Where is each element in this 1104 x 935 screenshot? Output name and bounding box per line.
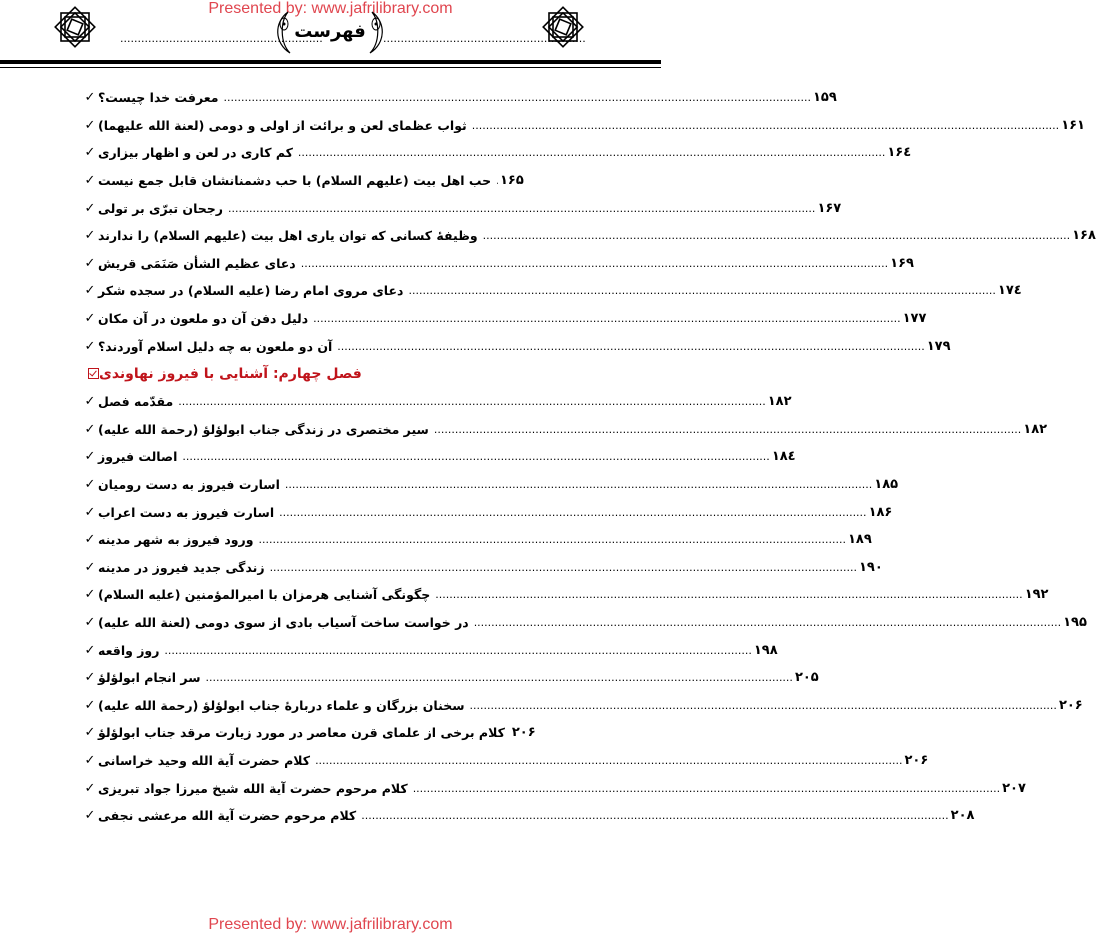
toc-entry-title: ثواب عظمای لعن و برائت از اولی و دومی (لعنة الله علیهما) bbox=[98, 117, 467, 133]
header-rule-thick bbox=[0, 60, 661, 64]
toc-entry[interactable] bbox=[82, 388, 792, 416]
check-icon: ✓ bbox=[84, 808, 96, 824]
toc-entry-title: اصالت فیروز bbox=[98, 449, 178, 465]
toc-entry-title: در خواست ساخت آسیاب بادی از سوی دومی (لعنة الله علیه) bbox=[98, 614, 469, 630]
dot-leader bbox=[285, 478, 872, 491]
toc-entry[interactable] bbox=[82, 774, 1026, 802]
dot-leader bbox=[313, 312, 900, 325]
checkbox-checked-icon bbox=[88, 368, 99, 379]
header-rule-thin bbox=[0, 67, 661, 68]
toc-entry-title: حب اهل بیت (علیهم السلام) با حب دشمنانشان قابل جمع نیست bbox=[98, 173, 492, 189]
dot-leader bbox=[413, 782, 1000, 795]
check-icon: ✓ bbox=[84, 697, 96, 713]
toc-entry-title: رجحان تبرّی بر تولی bbox=[98, 200, 223, 216]
toc-entry[interactable] bbox=[82, 719, 536, 747]
toc-entry-page: ۲۰۵ bbox=[794, 670, 819, 686]
toc-group-1 bbox=[82, 84, 1096, 360]
check-icon: ✓ bbox=[84, 725, 96, 741]
dot-leader bbox=[361, 809, 948, 822]
check-icon: ✓ bbox=[84, 642, 96, 658]
check-icon: ✓ bbox=[84, 670, 96, 686]
check-icon: ✓ bbox=[84, 145, 96, 161]
check-icon: ✓ bbox=[84, 200, 96, 216]
dot-leader bbox=[472, 119, 1059, 132]
toc-entry[interactable] bbox=[82, 554, 883, 582]
check-icon: ✓ bbox=[84, 394, 96, 410]
toc-entry-title: کلام مرحوم حضرت آیة الله مرعشی نجفی bbox=[98, 808, 357, 824]
dot-leader bbox=[182, 450, 769, 463]
toc-entry-page: ۲۰۶ bbox=[904, 752, 929, 768]
dot-leader bbox=[298, 146, 885, 159]
toc-entry-page: ۲۰۶ bbox=[511, 725, 536, 741]
islamic-star-ornament-icon bbox=[53, 5, 97, 49]
toc-entry-title: چگونگی آشنایی هرمزان با امیرالمؤمنین (علیه السلام) bbox=[98, 587, 431, 603]
toc-entry[interactable] bbox=[82, 581, 1049, 609]
dot-leader bbox=[434, 423, 1021, 436]
toc-entry-page: ۱۶٤ bbox=[887, 145, 912, 161]
chapter-title: فصل چهارم: آشنایی با فیروز نهاوندی bbox=[99, 365, 362, 382]
toc-entry-page: ۱۶۵ bbox=[500, 173, 524, 189]
toc-entry[interactable] bbox=[82, 250, 914, 278]
toc-entry-page: ۱۸۶ bbox=[868, 504, 893, 520]
toc-entry-title: اسارت فیروز به دست اعراب bbox=[98, 504, 275, 520]
check-icon: ✓ bbox=[84, 228, 96, 244]
check-icon: ✓ bbox=[84, 338, 96, 354]
dot-leader bbox=[178, 395, 765, 408]
toc-entry[interactable] bbox=[82, 277, 1022, 305]
toc-entry-page: ۱۹۵ bbox=[1063, 614, 1087, 630]
dot-leader bbox=[279, 506, 866, 519]
dot-leader bbox=[315, 754, 902, 767]
check-icon: ✓ bbox=[84, 311, 96, 327]
dot-leader bbox=[224, 91, 811, 104]
toc-entry-page: ۱۹۸ bbox=[753, 642, 778, 658]
dot-leader bbox=[228, 202, 815, 215]
check-icon: ✓ bbox=[84, 117, 96, 133]
check-icon: ✓ bbox=[84, 752, 96, 768]
dot-leader bbox=[337, 340, 924, 353]
toc-entry-title: مقدّمه فصل bbox=[98, 394, 174, 410]
chapter-heading[interactable] bbox=[82, 360, 532, 388]
toc-entry-title: کم کاری در لعن و اظهار بیزاری bbox=[98, 145, 293, 161]
toc-entry[interactable] bbox=[82, 416, 1048, 444]
toc-entry-page: ۲۰۶ bbox=[1058, 697, 1083, 713]
toc-entry[interactable] bbox=[82, 691, 1083, 719]
toc-entry-page: ۱۸۲ bbox=[767, 394, 792, 410]
dot-leader bbox=[270, 561, 857, 574]
toc-entry[interactable] bbox=[82, 636, 778, 664]
toc-entry[interactable] bbox=[82, 664, 819, 692]
toc-entry[interactable] bbox=[82, 167, 532, 195]
toc-entry[interactable] bbox=[82, 609, 1087, 637]
watermark-top: Presented by: www.jafrilibrary.com bbox=[208, 0, 453, 17]
toc-entry-page: ۱۷۷ bbox=[902, 311, 927, 327]
toc-entry[interactable] bbox=[82, 802, 975, 830]
toc-entry[interactable] bbox=[82, 222, 1096, 250]
toc-entry-page: ۱۶۱ bbox=[1061, 117, 1085, 133]
dot-leader bbox=[483, 229, 1070, 242]
check-icon: ✓ bbox=[84, 173, 96, 189]
check-icon: ✓ bbox=[84, 90, 96, 106]
toc-entry-page: ۲۰۸ bbox=[950, 808, 975, 824]
check-icon: ✓ bbox=[84, 255, 96, 271]
watermark-bottom: Presented by: www.jafrilibrary.com bbox=[208, 916, 453, 933]
toc-entry-page: ۱۸٤ bbox=[771, 449, 796, 465]
toc-entry-title: سر انجام ابولؤلؤ bbox=[98, 670, 201, 686]
check-icon: ✓ bbox=[84, 559, 96, 575]
toc-entry-page: ۱۷۹ bbox=[926, 338, 951, 354]
toc-entry-page: ۱۹۰ bbox=[859, 559, 883, 575]
toc-entry-page: ۱۵۹ bbox=[812, 90, 837, 106]
check-icon: ✓ bbox=[84, 421, 96, 437]
toc-entry-page: ۱۶۹ bbox=[890, 255, 914, 271]
toc-entry[interactable] bbox=[82, 139, 912, 167]
toc-entry-title: دعای عظیم الشأن صَنَمَی قریش bbox=[98, 255, 296, 271]
table-of-contents bbox=[82, 84, 1096, 829]
toc-entry-page: ۱۹۲ bbox=[1024, 587, 1049, 603]
dot-leader bbox=[259, 533, 846, 546]
dot-leader bbox=[496, 174, 498, 187]
toc-entry-title: کلام حضرت آیة الله وحید خراسانی bbox=[98, 752, 311, 768]
check-icon: ✓ bbox=[84, 532, 96, 548]
toc-entry-title: دعای مروی امام رضا (علیه السلام) در سجده شکر bbox=[98, 283, 404, 299]
toc-entry[interactable] bbox=[82, 112, 1085, 140]
check-icon: ✓ bbox=[84, 587, 96, 603]
toc-entry[interactable] bbox=[82, 498, 893, 526]
check-icon: ✓ bbox=[84, 614, 96, 630]
dot-leader bbox=[474, 616, 1061, 629]
toc-entry-title: اسارت فیروز به دست رومیان bbox=[98, 477, 280, 493]
toc-entry-page: ۱۸۵ bbox=[874, 477, 899, 493]
toc-entry-title: کلام برخی از علمای قرن معاصر در مورد زیارت مرقد جناب ابولؤلؤ bbox=[98, 725, 505, 741]
dot-leader bbox=[164, 644, 751, 657]
page-title: فهرست bbox=[294, 21, 366, 42]
toc-entry[interactable] bbox=[82, 443, 796, 471]
toc-entry[interactable] bbox=[82, 471, 899, 499]
toc-entry-title: سخنان بزرگان و علماء دربارهٔ جناب ابولؤلؤ (رحمة الله علیه) bbox=[98, 697, 465, 713]
toc-entry[interactable] bbox=[82, 747, 929, 775]
check-icon: ✓ bbox=[84, 449, 96, 465]
toc-entry-page: ۱۷٤ bbox=[997, 283, 1022, 299]
dot-leader bbox=[301, 257, 888, 270]
toc-entry[interactable] bbox=[82, 332, 951, 360]
header-dots-left: .......................................................... bbox=[120, 32, 323, 45]
toc-entry-page: ۱۸۲ bbox=[1023, 421, 1048, 437]
check-icon: ✓ bbox=[84, 504, 96, 520]
header-title-frame bbox=[270, 10, 390, 55]
dot-leader bbox=[470, 699, 1057, 712]
check-icon: ✓ bbox=[84, 283, 96, 299]
toc-entry-page: ۱۶۸ bbox=[1072, 228, 1096, 244]
dot-leader bbox=[408, 284, 995, 297]
toc-entry-title: معرفت خدا چیست؟ bbox=[98, 90, 219, 106]
toc-entry-title: دلیل دفن آن دو ملعون در آن مکان bbox=[98, 311, 309, 327]
toc-entry[interactable] bbox=[82, 84, 837, 112]
crescent-bracket-right-icon bbox=[364, 10, 390, 55]
toc-entry-title: زندگی جدید فیروز در مدینه bbox=[98, 559, 265, 575]
header-dots-right: .......................................................... bbox=[383, 32, 586, 45]
toc-entry-title: سیر مختصری در زندگی جناب ابولؤلؤ (رحمة الله علیه) bbox=[98, 421, 429, 437]
toc-entry-title: کلام مرحوم حضرت آیة الله شیخ میرزا جواد تبریزی bbox=[98, 780, 408, 796]
check-icon: ✓ bbox=[84, 780, 96, 796]
toc-entry-page: ۲۰۷ bbox=[1002, 780, 1026, 796]
toc-entry-title: روز واقعه bbox=[98, 642, 160, 658]
toc-entry[interactable] bbox=[82, 305, 927, 333]
toc-group-2 bbox=[82, 388, 1087, 830]
toc-entry-title: آن دو ملعون به چه دلیل اسلام آوردند؟ bbox=[98, 338, 333, 354]
check-icon: ✓ bbox=[84, 477, 96, 493]
toc-entry-page: ۱۸۹ bbox=[847, 532, 872, 548]
toc-entry[interactable] bbox=[82, 526, 872, 554]
dot-leader bbox=[435, 588, 1022, 601]
toc-entry-title: ورود فیروز به شهر مدینه bbox=[98, 532, 254, 548]
dot-leader bbox=[206, 671, 793, 684]
toc-entry-page: ۱۶۷ bbox=[817, 200, 842, 216]
toc-entry[interactable] bbox=[82, 194, 842, 222]
toc-entry-title: وظیفهٔ کسانی که توان یاری اهل بیت (علیهم السلام) را ندارند bbox=[98, 228, 478, 244]
